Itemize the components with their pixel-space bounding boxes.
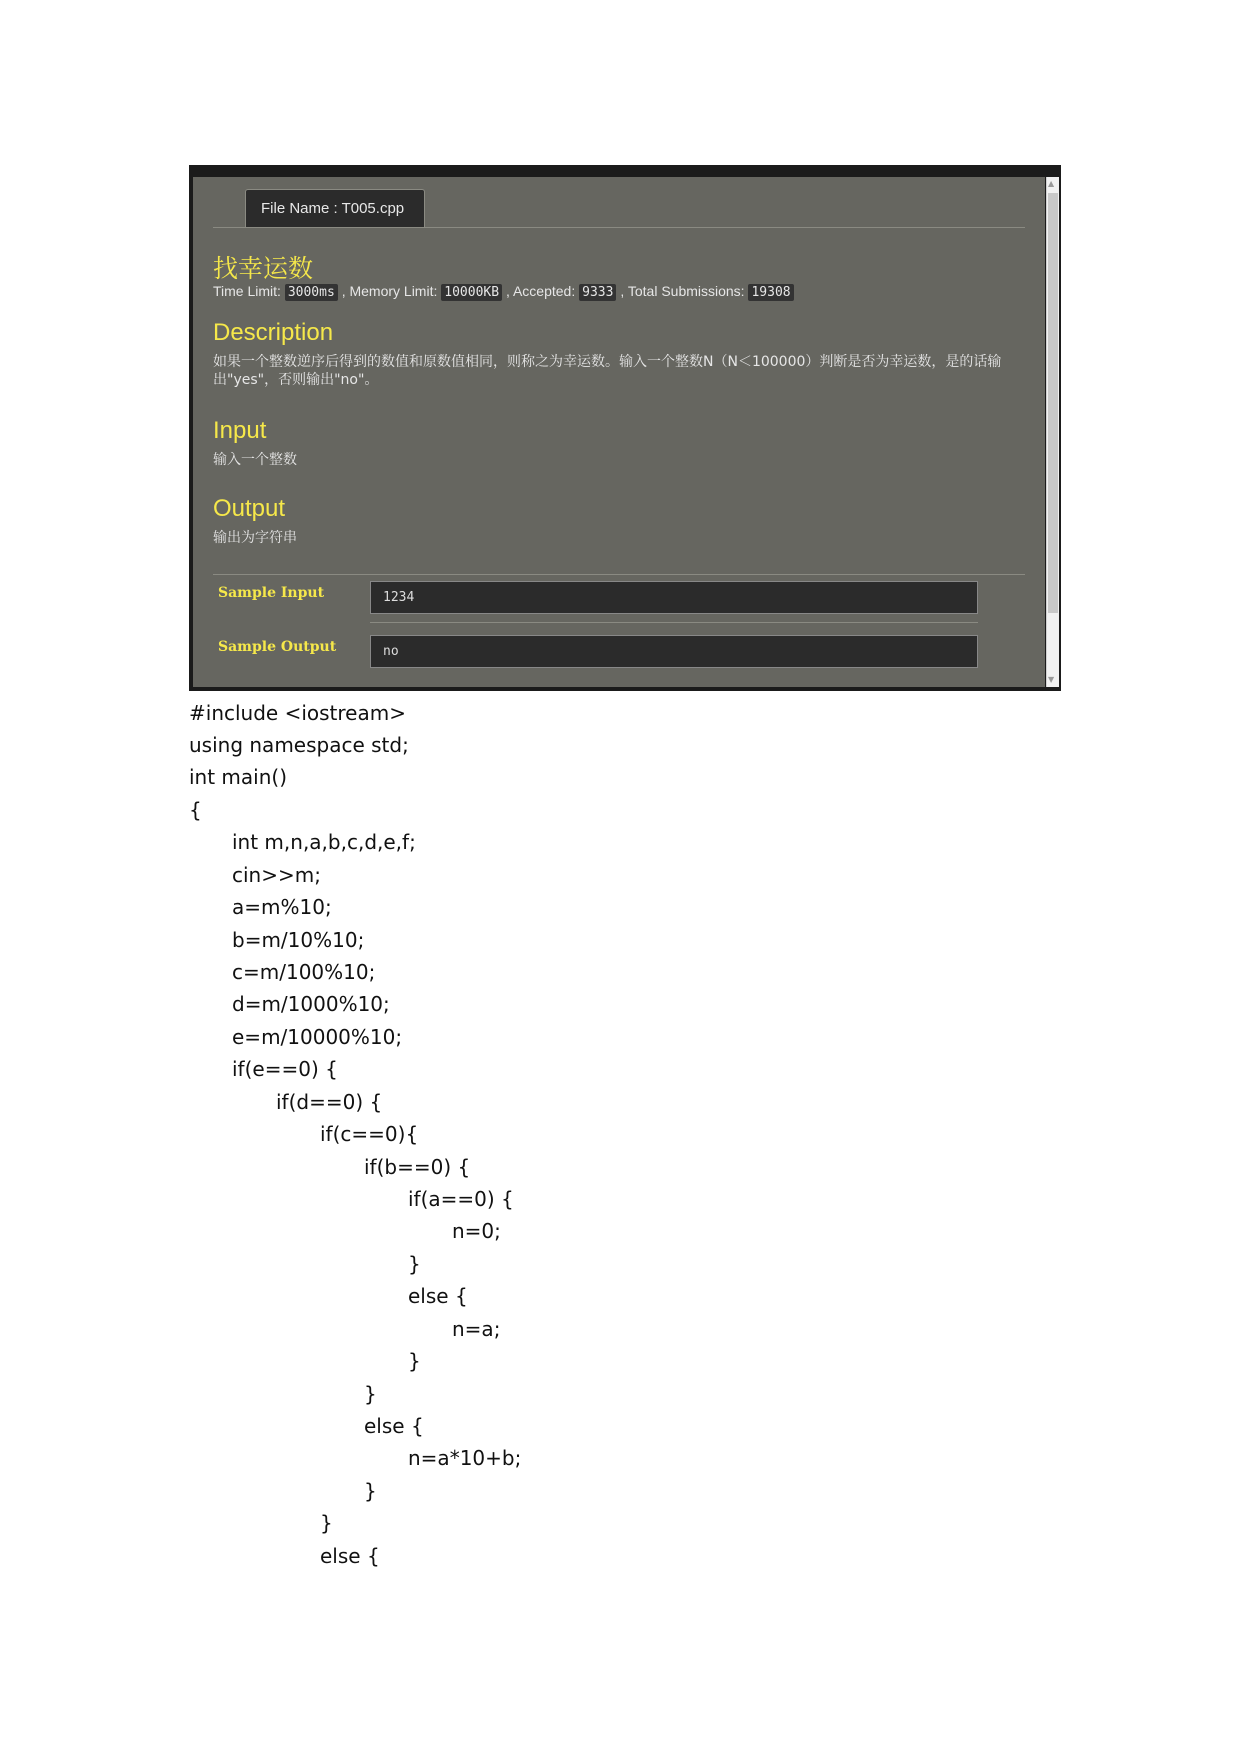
code-line: b=m/10%10; [232, 928, 365, 952]
input-text: 输入一个整数 [213, 452, 297, 468]
code-line: } [408, 1349, 421, 1373]
output-heading: Output [213, 495, 286, 522]
code-line: n=a; [452, 1317, 501, 1341]
code-line: e=m/10000%10; [232, 1025, 403, 1049]
description-heading: Description [213, 319, 334, 346]
sample-input-label: Sample Input [218, 585, 325, 601]
code-line: } [364, 1479, 377, 1503]
samples-divider [213, 574, 1025, 575]
code-line: else { [364, 1414, 424, 1438]
code-line: cin>>m; [232, 863, 321, 887]
code-line: if(d==0) { [276, 1090, 383, 1114]
tab-divider [213, 227, 1025, 228]
sample-input-box[interactable]: 1234 [370, 581, 978, 614]
code-line: { [189, 798, 202, 822]
code-line: int main() [189, 765, 288, 789]
code-line: n=a*10+b; [408, 1446, 522, 1470]
code-line: } [320, 1511, 333, 1535]
code-line: int m,n,a,b,c,d,e,f; [232, 830, 416, 854]
time-limit-value: 3000ms [285, 284, 338, 301]
code-line: if(c==0){ [320, 1122, 419, 1146]
scroll-thumb[interactable] [1048, 193, 1058, 613]
total-submissions-value: 19308 [748, 284, 793, 301]
sample-output-label: Sample Output [218, 639, 337, 655]
code-line: if(b==0) { [364, 1155, 471, 1179]
vertical-scrollbar[interactable] [1046, 177, 1059, 687]
code-line: n=0; [452, 1219, 501, 1243]
description-text-line2: 出"yes"，否则输出"no"。 [213, 372, 379, 388]
description-text-line1: 如果一个整数逆序后得到的数值和原数值相同，则称之为幸运数。输入一个整数N（N＜100000）判断是否为幸运数，是的话输 [213, 354, 1002, 370]
problem-title: 找幸运数 [213, 254, 314, 283]
code-line: } [364, 1382, 377, 1406]
code-line: c=m/100%10; [232, 960, 376, 984]
accepted-value: 9333 [579, 284, 616, 301]
code-line: else { [320, 1544, 380, 1568]
accepted-label: , Accepted: [505, 283, 576, 299]
total-submissions-label: , Total Submissions: [620, 283, 745, 299]
code-line: #include <iostream> [189, 701, 406, 725]
scroll-up-icon[interactable]: ▲ [1048, 179, 1055, 188]
input-heading: Input [213, 417, 267, 444]
code-line: if(a==0) { [408, 1187, 514, 1211]
output-text: 输出为字符串 [213, 530, 297, 546]
code-line: using namespace std; [189, 733, 409, 757]
sample-output-box[interactable]: no [370, 635, 978, 668]
code-line: else { [408, 1284, 468, 1308]
memory-limit-value: 10000KB [441, 284, 502, 301]
time-limit-label: Time Limit: [213, 283, 281, 299]
scroll-down-icon[interactable]: ▼ [1048, 675, 1055, 684]
code-line: d=m/1000%10; [232, 992, 390, 1016]
code-line: if(e==0) { [232, 1057, 338, 1081]
problem-panel [193, 177, 1045, 687]
sample-divider [370, 622, 978, 623]
memory-limit-label: , Memory Limit: [341, 283, 438, 299]
code-line: } [408, 1252, 421, 1276]
problem-meta [213, 283, 794, 300]
problem-screenshot [189, 165, 1061, 691]
code-line: a=m%10; [232, 895, 332, 919]
file-name-tab[interactable]: File Name : T005.cpp [245, 189, 425, 227]
